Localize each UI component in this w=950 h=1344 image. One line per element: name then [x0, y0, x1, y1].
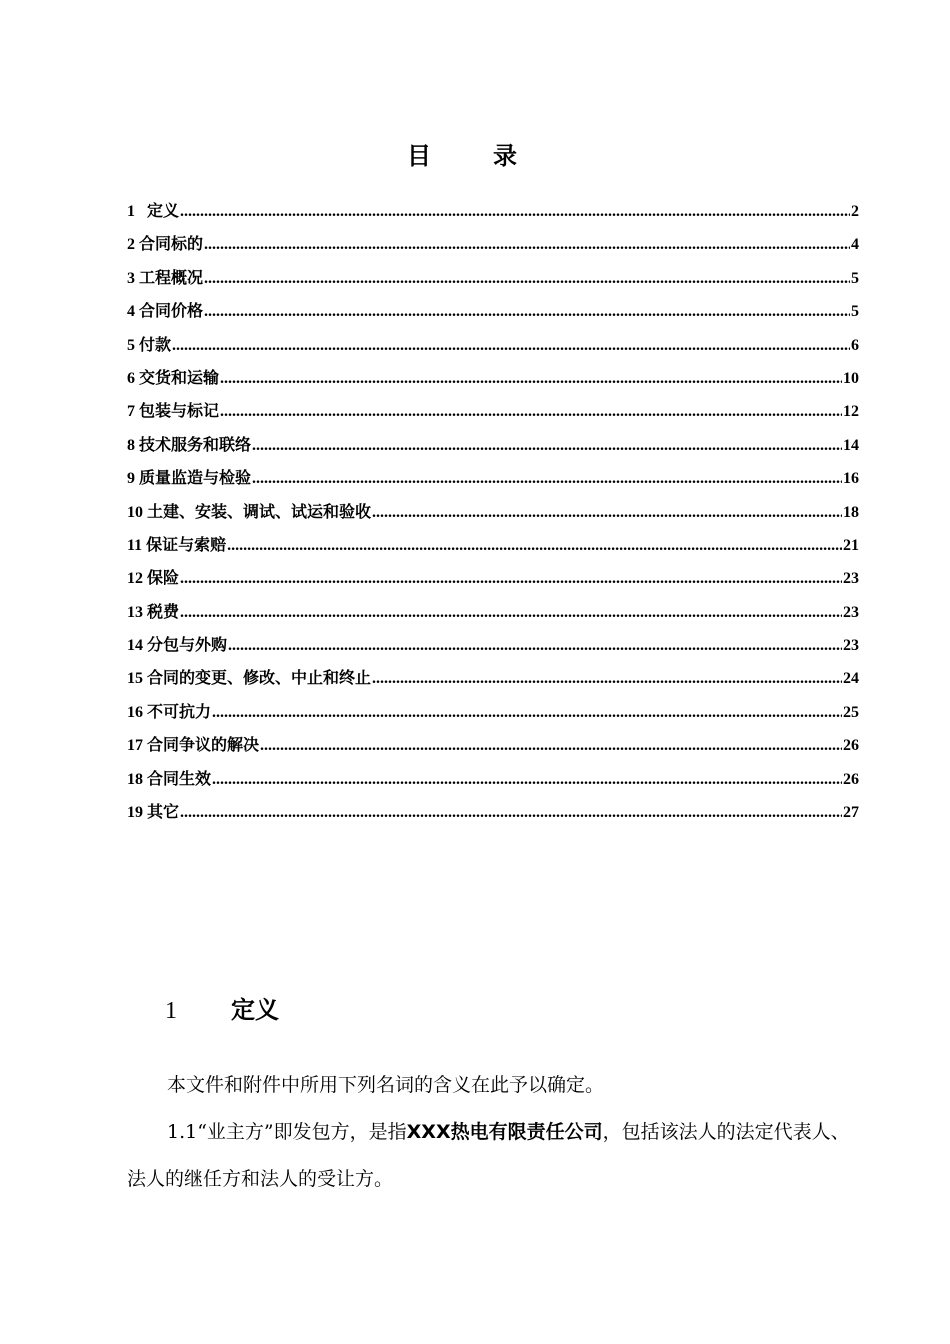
- toc-entry-number: 10: [127, 503, 147, 521]
- toc-entry-label: 定义: [147, 201, 180, 220]
- toc-entry-page: 23: [843, 637, 859, 655]
- toc-leader-dots: [227, 533, 842, 559]
- toc-entry-number: 18: [127, 770, 147, 788]
- toc-entry[interactable]: [127, 398, 859, 431]
- toc-entry-page: 14: [843, 436, 859, 454]
- toc-leader-dots: [252, 466, 842, 492]
- toc-entry[interactable]: [127, 465, 859, 498]
- toc-leader-dots: [180, 566, 842, 592]
- toc-leader-dots: [260, 733, 842, 759]
- toc-entry-label: 分包与外购: [147, 635, 228, 655]
- toc-entry[interactable]: [127, 599, 859, 632]
- toc-leader-dots: [220, 366, 842, 392]
- clause-company-name: XXX热电有限责任公司: [406, 1121, 603, 1143]
- clause-prefix: 1.1“业主方”即发包方，是指: [167, 1121, 407, 1143]
- toc-entry-page: 21: [843, 536, 859, 554]
- toc-entry-number: 2: [127, 236, 139, 254]
- toc-leader-dots: [212, 700, 842, 726]
- toc-entry-number: 1: [127, 203, 147, 220]
- toc-entry-label: 交货和运输: [139, 367, 220, 387]
- toc-entry-number: 14: [127, 637, 147, 655]
- toc-title: 目录: [407, 142, 579, 170]
- toc-entry-page: 26: [843, 737, 859, 755]
- toc-leader-dots: [212, 767, 842, 793]
- toc-entry-label: 其它: [147, 802, 180, 822]
- toc-entry-page: 26: [843, 770, 859, 788]
- toc-entry-number: 4: [127, 303, 139, 321]
- toc-entry[interactable]: [127, 732, 859, 765]
- toc-entry[interactable]: [127, 499, 859, 532]
- toc-entry[interactable]: [127, 432, 859, 465]
- toc-leader-dots: [204, 266, 850, 292]
- toc-leader-dots: [180, 600, 842, 626]
- intro-paragraph: 本文件和附件中所用下列名词的含义在此予以确定。: [167, 1074, 605, 1096]
- toc-entry-number: 6: [127, 369, 139, 387]
- toc-entry[interactable]: [127, 699, 859, 732]
- toc-entry-page: 24: [843, 670, 859, 688]
- toc-entry[interactable]: [127, 365, 859, 398]
- toc-leader-dots: [180, 199, 850, 225]
- toc-entry-number: 19: [127, 804, 147, 822]
- section-title: 定义: [231, 996, 279, 1024]
- toc-entry-page: 6: [851, 336, 859, 354]
- section-heading: [165, 990, 279, 1025]
- toc-entry-label: 合同标的: [139, 234, 204, 254]
- toc-entry[interactable]: [127, 265, 859, 298]
- toc-entry-page: 12: [843, 403, 859, 421]
- toc-entry[interactable]: [127, 632, 859, 665]
- toc-leader-dots: [252, 433, 842, 459]
- toc-entry-page: 10: [843, 369, 859, 387]
- section-body: [127, 1062, 862, 1203]
- toc-entry-number: 11: [127, 536, 147, 554]
- toc-entry-page: 23: [843, 603, 859, 621]
- toc-entry-number: 13: [127, 603, 147, 621]
- toc-entry-label: 合同争议的解决: [147, 735, 260, 755]
- toc-entry-label: 付款: [139, 334, 172, 354]
- toc-leader-dots: [204, 232, 850, 258]
- toc-entry-number: 3: [127, 269, 139, 287]
- toc-entry-number: 9: [127, 470, 139, 488]
- toc-entry[interactable]: [127, 198, 859, 231]
- toc-entry-page: 23: [843, 570, 859, 588]
- toc-leader-dots: [228, 633, 842, 659]
- toc-entry-page: 4: [851, 236, 859, 254]
- toc-entry-number: 8: [127, 436, 139, 454]
- toc-entry[interactable]: [127, 665, 859, 698]
- toc-entry[interactable]: [127, 298, 859, 331]
- toc-entry-label: 工程概况: [139, 267, 204, 287]
- toc-leader-dots: [180, 800, 842, 826]
- toc-entry[interactable]: [127, 799, 859, 832]
- toc-entry-label: 合同价格: [139, 301, 204, 321]
- toc-entry-page: 25: [843, 703, 859, 721]
- toc-leader-dots: [372, 666, 842, 692]
- toc-entry-page: 27: [843, 804, 859, 822]
- toc-entry[interactable]: [127, 231, 859, 264]
- toc-entry[interactable]: [127, 532, 859, 565]
- toc-entry-page: 5: [851, 269, 859, 287]
- table-of-contents: [127, 198, 859, 832]
- toc-leader-dots: [372, 500, 842, 526]
- toc-entry-number: 17: [127, 737, 147, 755]
- toc-leader-dots: [204, 299, 850, 325]
- toc-entry-number: 12: [127, 570, 147, 588]
- toc-entry-label: 税费: [147, 601, 180, 621]
- toc-entry-label: 不可抗力: [147, 701, 212, 721]
- toc-entry-label: 保险: [147, 568, 180, 588]
- toc-leader-dots: [172, 333, 850, 359]
- toc-entry-label: 土建、安装、调试、试运和验收: [147, 501, 372, 521]
- toc-entry-number: 7: [127, 403, 139, 421]
- toc-entry-page: 2: [851, 203, 859, 220]
- toc-entry-page: 18: [843, 503, 859, 521]
- toc-entry-label: 保证与索赔: [146, 534, 227, 554]
- toc-entry[interactable]: [127, 766, 859, 799]
- toc-entry[interactable]: [127, 332, 859, 365]
- toc-entry-label: 包装与标记: [139, 401, 220, 421]
- toc-entry-label: 合同的变更、修改、中止和终止: [147, 668, 372, 688]
- toc-entry-number: 5: [127, 336, 139, 354]
- toc-entry-label: 质量监造与检验: [139, 468, 252, 488]
- clause-suffix: ，包括该法人的法定代表人、法人的继任方和法人的受让方。: [127, 1121, 850, 1190]
- toc-leader-dots: [220, 399, 842, 425]
- toc-entry-label: 技术服务和联络: [139, 434, 252, 454]
- section-number: 1: [165, 998, 177, 1024]
- toc-entry-label: 合同生效: [147, 768, 212, 788]
- toc-entry-number: 16: [127, 703, 147, 721]
- clause-paragraph: [127, 1109, 862, 1203]
- toc-entry-page: 16: [843, 470, 859, 488]
- toc-entry[interactable]: [127, 565, 859, 598]
- toc-entry-page: 5: [851, 303, 859, 321]
- toc-entry-number: 15: [127, 670, 147, 688]
